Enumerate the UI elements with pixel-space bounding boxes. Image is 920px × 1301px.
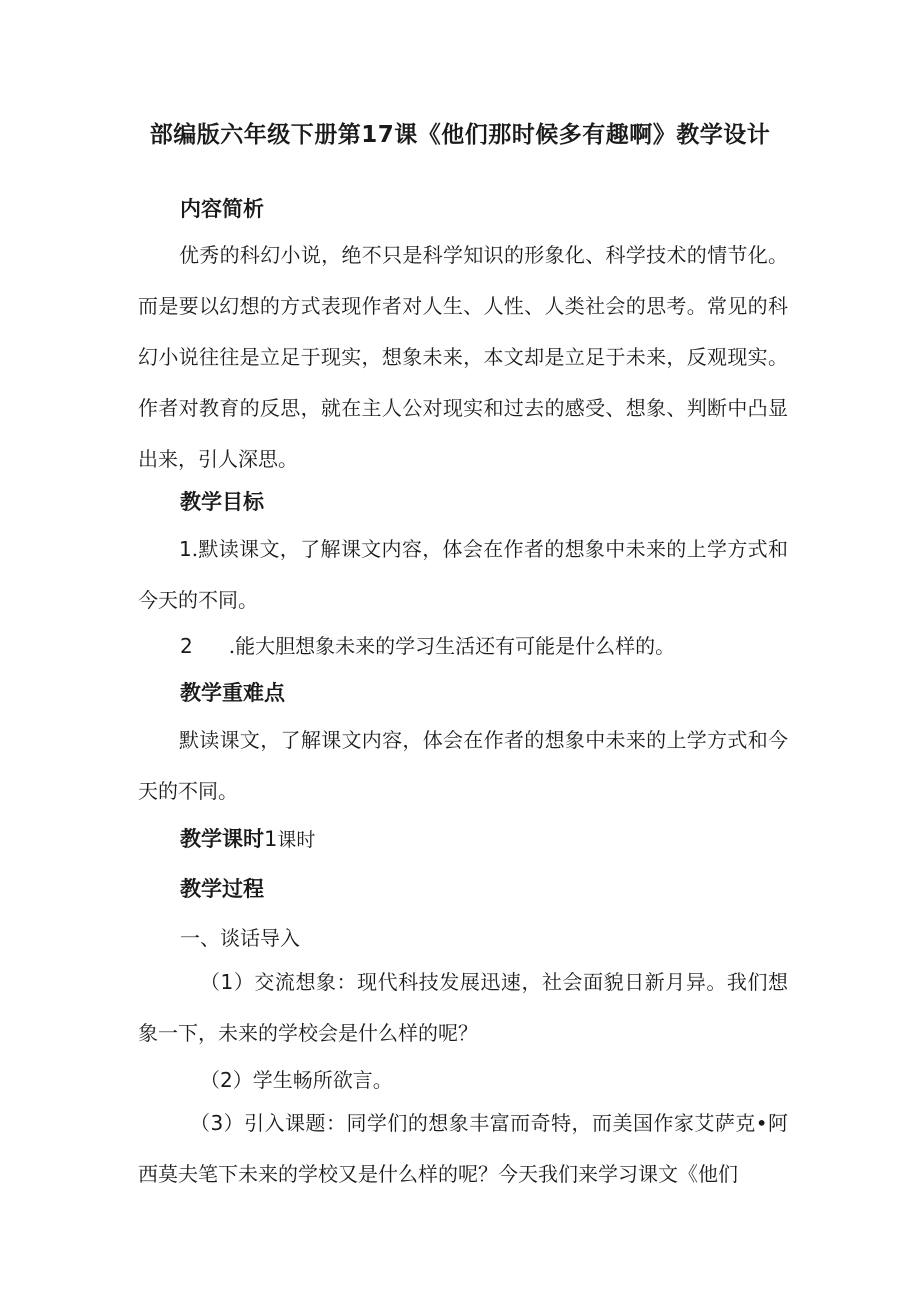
- teaching-hours-unit: 课时: [277, 829, 316, 851]
- process-sub-3-number: （3）: [190, 1111, 245, 1135]
- teaching-hours-number: 1: [264, 827, 278, 851]
- process-sub-1: [138, 957, 788, 1059]
- teaching-hours: [180, 823, 315, 853]
- process-step-1: 一、谈话导入: [180, 926, 300, 950]
- goal-item-1-number: 1: [179, 537, 192, 561]
- goal-item-2-text: .能大胆想象未来的学习生活还有可能是什么样的。: [228, 634, 676, 658]
- heading-teaching-process: 教学过程: [180, 877, 264, 901]
- heading-key-points: 教学重难点: [180, 681, 285, 705]
- process-sub-2-text: 学生畅所欲言。: [252, 1068, 393, 1092]
- paragraph-content-analysis: 优秀的科幻小说，绝不只是科学知识的形象化、科学技术的情节化。而是要以幻想的方式表现作者对人生、人性、人类社会的思考。常见的科幻小说往往是立足于现实，想象未来，本文却是立足于未来，反观现实。作者对教育的反思，就在主人公对现实和过去的感受、想象、判断中凸显出来，引人深思。: [138, 243, 788, 471]
- process-sub-1-number: （1）: [200, 970, 255, 994]
- goal-item-2: [180, 630, 675, 659]
- goal-item-1: [138, 524, 788, 626]
- heading-content-analysis: 内容简析: [180, 197, 264, 221]
- process-sub-3: [138, 1098, 788, 1200]
- goal-item-2-number: 2: [180, 634, 193, 658]
- goal-item-1-text: .默读课文，了解课文内容，体会在作者的想象中未来的上学方式和今天的不同。: [138, 537, 788, 612]
- teaching-hours-label: 教学课时: [180, 827, 264, 851]
- heading-teaching-goals: 教学目标: [180, 490, 264, 514]
- process-sub-1-text: 交流想象：现代科技发展迅速，社会面貌日新月异。我们想象一下，未来的学校会是什么样的呢？: [138, 970, 789, 1045]
- process-sub-3-text: 引入课题：同学们的想象丰富而奇特，而美国作家艾萨克•阿西莫夫笔下未来的学校又是什么样的呢？今天我们来学习课文《他们: [138, 1111, 788, 1186]
- process-sub-2: [200, 1064, 393, 1093]
- process-sub-2-number: （2）: [200, 1068, 253, 1092]
- document-title: 部编版六年级下册第17课《他们那时候多有趣啊》教学设计: [149, 122, 771, 148]
- paragraph-key-points: 默读课文，了解课文内容，体会在作者的想象中未来的上学方式和今天的不同。: [138, 728, 788, 803]
